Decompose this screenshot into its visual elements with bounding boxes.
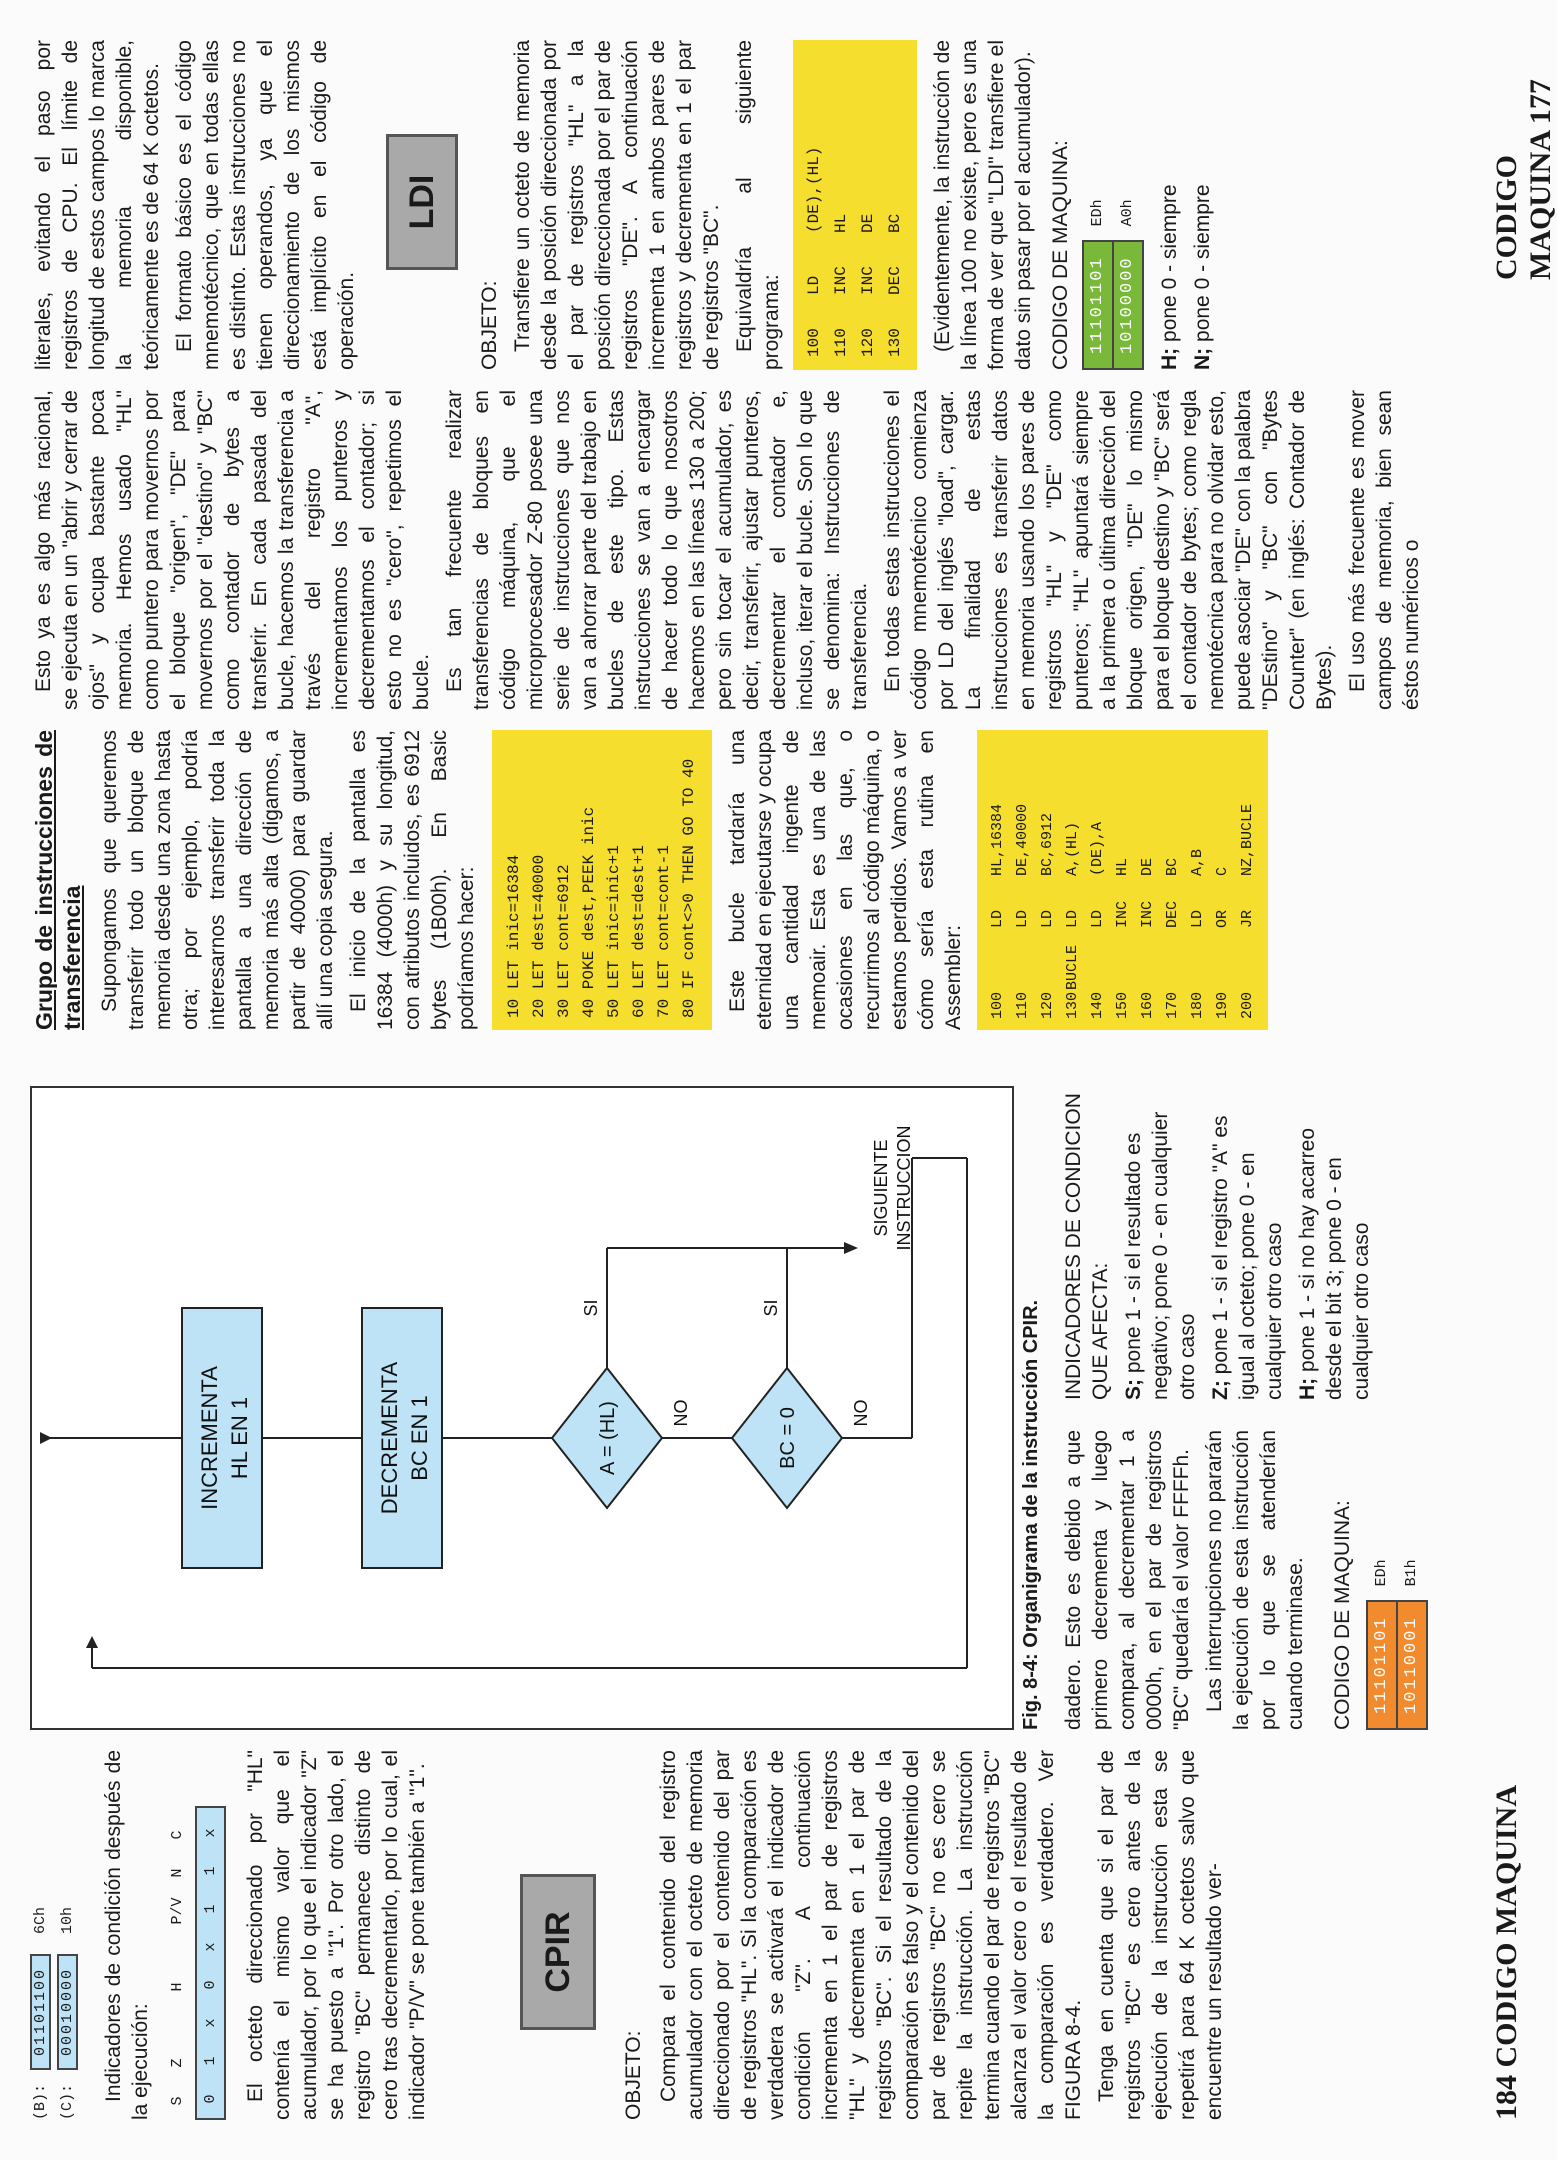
ldi-title-box: LDI (386, 134, 458, 270)
no1-label: NO (671, 1399, 691, 1427)
right-footer: CODIGO MAQUINA 177 (1490, 79, 1557, 280)
fig-caption: Fig. 8-4: Organigrama de la instrucción CPIR. (1020, 1299, 1042, 1730)
ldi-listing: 100 LD (DE),(HL) 110 INC HL 120 INC DE 130 DEC BC (793, 40, 917, 370)
box2-text-a: DECREMENTA (377, 1361, 402, 1515)
diamond1-text: A = (HL) (597, 1401, 619, 1475)
flags-values: 0 1 x 0 x 1 1 x (195, 1806, 226, 2120)
exit-a: SIGUIENTE (871, 1139, 891, 1237)
flowchart (32, 1088, 1012, 1728)
ldi-machine-code: 11101101 10100000 EDh A0h (1082, 40, 1144, 370)
flags-labels: S Z H P/V N C (169, 1830, 186, 2106)
diamond2-text: BC = 0 (777, 1407, 799, 1469)
left-col2: dadero. Esto es debido a que primero decrementa y luego compara, al decrementar 1 a 0000h, en el par de registros "BC" quedaría el valor FFFFh. Las interrupciones no pararán la ejecución de esta instrucción por lo que se atenderían cuando terminase. CODIGO DE MAQUINA: 11101101 10110001 EDh B1h (1060, 1430, 1428, 1730)
box1-text-a: INCREMENTA (197, 1366, 222, 1510)
cpir-title-box: CPIR (520, 1874, 596, 2030)
si2-label: SI (761, 1299, 781, 1317)
asm-listing: 100 LD HL,16384 110 LD DE,40000 120 LD BC,6912 130 BUCLE LD A,(HL) 140 LD (DE),A 150 INC HL 160 INC DE 170 DEC BC 180 LD A,B 190 OR C 200 JR NZ,BUCLE (977, 730, 1268, 1030)
exit-b: INSTRUCCION (894, 1125, 914, 1251)
right-col2: Esto ya es algo más racional, se ejecuta en un "abrir y cerrar de ojos" y ocupa bastante poca memoria. Hemos usado "HL" como puntero para movernos por el bloque "origen", "DE" para movernos por el "destino" y "BC" como contador de bytes a transferir. En cada pasada del bucle, hacemos la transferencia a través del registro "A", incrementamos los punteros y decrementamos el contador; si esto no es "cero", repetimos el bucle. Es tan frecuente realizar transferencias de bloques en código máquina, que el microprocesador Z-80 posee una serie de instrucciones que nos van a ahorrar parte del trabajo en bucles de este tipo. Estas instrucciones se van a encargar de hacer todo lo que nosotros hacemos en las líneas 130 a 200; pero sin tocar el acumulador, es decir, transferir, ajustar punteros, decrementar el contador e, incluso, iterar el bucle. Son lo que se denomina: Instrucciones de transferencia. En todas estas instrucciones el código mnemotécnico comienza por LD del inglés "load", cargar. La finalidad de estas instrucciones es transferir datos en memoria usando los pares de registros "HL" y "DE" como punteros; "HL" apuntará siempre a la primera o última dirección del bloque origen, "DE" lo mismo para el bloque destino y "BC" será el contador de bytes; como regla nemotécnica para no olvidar esto, puede asociar "DE" con la palabra "DEstino" y "BC" con "Bytes Counter" (en inglés: Contador de Bytes). El uso más frecuente es mover campos de memoria, bien sean éstos numéricos o (32, 390, 1423, 710)
right-col1: Grupo de instrucciones de transferencia Supongamos que queremos transferir todo un bloque de memoria desde una zona hasta otra; por ejemplo, podría interesarnos transferir toda la pantalla a una dirección de memoria más alta (digamos, a partir de 40000) para guardar allí una copia segura. El inicio de la pantalla es 16384 (4000h) y su longitud, con atributos incluidos, es 6912 bytes (1B00h). En Basic podríamos hacer: 10 LET inic=16384 20 LET dest=40000 30 LET cont=6912 40 POKE dest,PEEK inic 50 LET inic=inic+1 60 LET dest=dest+1 70 LET cont=cont-1 80 IF cont<>0 THEN GO TO 40 Este bucle tardaría una eternidad en ejecutarse y ocupa una cantidad ingente de memoair. Esta es una de las ocasiones en las que, o recurrimos al código máquina, o estamos perdidos. Vamos a ver cómo sería esta rutina en Assembler: 100 LD HL,16384 110 LD DE,40000 120 LD BC,6912 130 BUCLE LD A,(HL) 140 LD (DE),A 150 INC HL 160 INC DE 170 DEC BC 180 LD A,B 190 OR C 200 JR NZ,BUCLE (30, 730, 1268, 1030)
si1-label: SI (581, 1299, 601, 1317)
left-col3: INDICADORES DE CONDICION QUE AFECTA: S; pone 1 - si el resultado es negativo; pone 0 - en cualquier otro caso Z; pone 1 - si el registro "A" es igual al octeto; pone 0 - en cualquier otro caso H; pone 1 - si no hay acarreo desde el bit 3; pone 0 - en cualquier otro caso (1062, 1093, 1373, 1400)
left-col1: Indicadores de condición después de la ejecución: S Z H P/V N C 0 1 x 0 x 1 1 x El octeto direccionado por "HL" contenía el mismo valor que el acumulador, por lo que el indicador "Z" se ha puesto a "1". Por otro lado, el registro "BC" permanece distinto de cero tras decrementarlo, por lo cual, el indicador "P/V" se pone también a "1". (102, 1750, 429, 2120)
left-footer: 184 CODIGO MAQUINA (1490, 1785, 1523, 2120)
basic-listing: 10 LET inic=16384 20 LET dest=40000 30 LET cont=6912 40 POKE dest,PEEK inic 50 LET inic=inic+1 60 LET dest=dest+1 70 LET cont=cont-1 80 IF cont<>0 THEN GO TO 40 (492, 730, 712, 1030)
left-col1-objeto: OBJETO: Compara el contenido del registro acumulador con el octeto de memoria direccionado por el contenido del par de registros "HL". Si la comparación es verdadera se activará el indicador de condición "Z". A continuación incrementa en 1 el par de registros "HL" y decrementa en 1 el par de registros "BC". Si el resultado de la comparación es falso y el contenido del par de registros "BC" no es cero se repite la instrucción. La instrucción termina cuando el par de registros "BC" alcanza el valor cero o el resultado de la comparación es verdadero. Ver FIGURA 8-4. Tenga en cuenta que si el par de registros "BC" es cero antes de la ejecución de la instrucción esta se repetirá para 64 K octetos salvo que encuentre un resultado ver- (622, 1750, 1226, 2120)
no2-label: NO (851, 1399, 871, 1427)
right-col3: literales, evitando el paso por registros de CPU. El límite de longitud de estos campos lo marca la memoria disponible, teóricamente es de 64 K octetos. El formato básico es el código mnemotécnico, que en todas ellas es distinto. Estas instrucciones no tienen operandos, ya que el direccionamiento de los mismos está implícito en el código de operación. LDI OBJETO: Transfiere un octeto de memoria desde la posición direccionada por el par de registros "HL" a la posición direccionada por el par de registros "DE". A continuación incrementa 1 en ambos pares de registros y decrementa en 1 el par de registros "BC". Equivaldría al siguiente programa: 100 LD (DE),(HL) 110 INC HL 120 INC DE 130 DEC BC (Evidentemente, la instrucción de la línea 100 no existe, pero es una forma de ver que "LDI" transfiere el dato sin pasar por el acumulador). CODIGO DE MAQUINA: 11101101 10100000 EDh A0h H; pone 0 - siempre N; pone 0 - siempre (32, 40, 1214, 370)
cpir-machine-code: 11101101 10110001 EDh B1h (1366, 1430, 1428, 1730)
box1-text-b: HL EN 1 (227, 1396, 252, 1480)
flags-header: (B): 01101100 6Ch (C): 00010000 10h (32, 1906, 76, 2120)
box2-text-b: BC EN 1 (407, 1395, 432, 1481)
flowchart-frame (30, 1086, 1014, 1730)
